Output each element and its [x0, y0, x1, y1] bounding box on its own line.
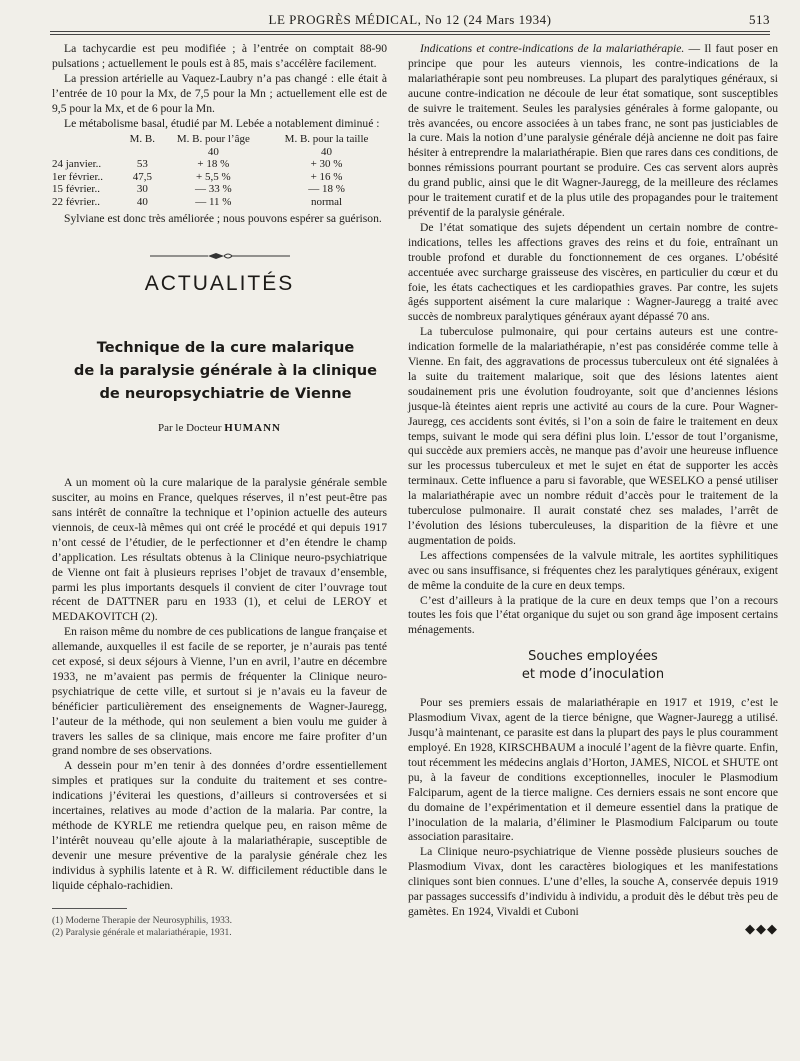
table-cell: 40	[136, 195, 148, 208]
paragraph: C’est d’ailleurs à la pratique de la cure en deux temps que l’on a recours toutes les fois que l’état organique du sujet ou son grand âge imposent certains ménagements.	[408, 593, 778, 637]
table-header-cell: M. B.	[129, 133, 155, 146]
table-cell: — 18 %	[308, 183, 345, 196]
paragraph: A un moment où la cure malarique de la paralysie générale semble susciter, au moins en France, quelques réserves, il n’est peut-être pas sans intérêt de connaître la technique et l’opinion actuelle des auteurs viennois, de ceux-là mêmes qui ont créé le procédé et qui depuis 1917 n’ont cessé de l’étudier, de le perfectionner et d’en étendre le champ d’application. Les résultats obtenus à la Clinique neuro-psychiatrique de Vienne ont fait à plusieurs reprises l’objet de travaux d’ensemble, parmi les plus importants desquels il convient de citer l’ouvrage tout récent de DATTNER paru en 1933 (1), et celui de LEROY et MEDAKOVITCH (2).	[52, 476, 387, 624]
header-rule-double	[50, 34, 770, 35]
page-number: 513	[749, 12, 770, 27]
table-cell: — 11 %	[195, 195, 232, 208]
table-cell: 24 janvier..	[52, 158, 102, 171]
header-sub: 40	[321, 145, 333, 158]
paragraph: La tachycardie est peu modifiée ; à l’entrée on comptait 88-90 pulsations ; actuellement le pouls est à 85, mais s’accélère facilement.	[52, 42, 387, 70]
table-cell: — 33 %	[195, 183, 232, 196]
ornament-divider-icon	[150, 249, 290, 263]
running-header	[50, 10, 770, 32]
article-title-line: de la paralysie générale à la clinique	[73, 362, 378, 380]
left-column	[52, 42, 387, 939]
table-cell: + 16 %	[310, 170, 343, 183]
table-cell: 53	[136, 158, 148, 171]
paragraph: Sylviane est donc très améliorée ; nous pouvons espérer sa guérison.	[64, 212, 382, 226]
table-header-cell	[52, 133, 124, 158]
paragraph: La Clinique neuro-psychiatrique de Vienne possède plusieurs souches de Plasmodium Vivax, dont les caractères biologiques et les manifestations cliniques sont bien connues. L’une d’elles, la souche A, conservée depuis 1919 par passages successifs d’individu à individu, a produit dès le début très peu de gamètes. En 1924, Vivaldi et Cuboni	[408, 845, 778, 918]
table-cell: 1er février..	[52, 170, 103, 183]
header-sub: 40	[207, 145, 219, 158]
table-header-cell	[266, 133, 387, 158]
article-title-line: Technique de la cure malarique	[96, 339, 355, 357]
indications-heading: Indications et contre-indications de la malariathérapie.	[420, 42, 685, 55]
continuation-mark: ◆◆◆	[745, 920, 778, 936]
paragraph: De l’état somatique des sujets dépendent un certain nombre de contre-indications, telles les affections graves des reins et du foie, entraînant un trouble profond et durable du fonctionnement de ces organes. L’obésité accentuée avec surcharge graisseuse des viscères, en particulier du cœur et du foie, les états cachectiques et les cardiopathies graves. Par contre, les sujets âgés supportent aisément la cure malarique : Wagner-Jauregg a traité avec succès de nombreux paralytiques généraux ayant dépassé 70 ans.	[408, 220, 778, 324]
author-name: HUMANN	[224, 422, 281, 435]
paragraph: Le métabolisme basal, étudié par M. Lebée a notablement diminué :	[64, 116, 380, 130]
table-cell: + 30 %	[310, 158, 343, 171]
table-row	[52, 158, 387, 171]
footnote-rule	[52, 908, 127, 909]
footnote: (1) Moderne Therapie der Neurosyphilis, 1933.	[52, 915, 233, 926]
table-cell: + 5,5 %	[196, 170, 231, 183]
table-cell: 47,5	[132, 170, 152, 183]
subsection-heading-line: Souches employées	[528, 649, 658, 665]
table-cell: normal	[310, 195, 343, 208]
table-cell: + 18 %	[197, 158, 230, 171]
table-cell: 15 février..	[52, 183, 100, 196]
footnote: (2) Paralysie générale et malariathérapie, 1931.	[52, 927, 232, 938]
table-cell: 30	[136, 183, 148, 196]
paragraph: La tuberculose pulmonaire, qui pour certains auteurs est une contre-indication formelle de la malariathérapie, n’est pas considérée comme telle à Vienne. En fait, des aggravations de processus tuberculeux ont été signalées à la suite du traitement malarique, soit que des lésions latentes aient soudainement pris une évolution foudroyante, soit que d’anciennes lésions jusque-là éteintes aient repris une activité au cours de la cure. Pour Wagner-Jauregg, ces accidents sont évités, si l’on a soin de faire le traitement en deux temps, suivant le mode qui sera défini plus loin. L’essor de tout l’organisme, qui succède aux premiers accès, ne manque pas d’avoir une heureuse influence sur les processus tuberculeux et met le sujet en état de supporter les accès terminaux. Cette influence a paru si favorable, que WESELKO a pensé utiliser la malariathérapie avec un nombre réduit d’accès pour le traitement de la tuberculose pulmonaire. Il aurait constaté chez ses malades, l’arrêt de l’évolution des lésions tuberculeuses, la disparition de la fièvre et une augmentation de poids.	[408, 325, 778, 547]
section-heading: ACTUALITÉS	[144, 272, 295, 296]
table-row	[52, 183, 387, 196]
metabolism-table	[52, 133, 387, 208]
table-row	[52, 196, 387, 209]
paragraph: Pour ses premiers essais de malariathérapie en 1917 et 1919, c’est le Plasmodium Vivax, agent de la tierce bénigne, que Wagner-Jauregg a utilisé. Jusqu’à maintenant, ce parasite est dans la plupart des pays le plus couramment employé. En 1928, KIRSCHBAUM a inoculé l’agent de la fièvre quarte. Enfin, tout récemment les médecins anglais d’Horton, JAMES, NICOL et SHUTE ont pu, à la faveur de conditions exceptionnelles, inoculer le Plasmodium Falciparum, agent de la tierce maligne. Ces derniers essais ne sont encore que du domaine de l’expérimentation et il demeure essentiel dans la pratique de l’inoculation de la malaria, d’éliminer le Plasmodium Falciparum ou toute association parasitaire.	[408, 696, 778, 844]
article-title-line: de neuropsychiatrie de Vienne	[99, 385, 352, 403]
table-header-cell	[161, 133, 266, 158]
paragraph-text: — Il faut poser en principe que pour les auteurs viennois, les contre-indications de la malariathérapie sont peu nombreuses. La plupart des paralytiques généraux, si aucune contre-indication ne découle de leur état somatique, sont susceptibles de suivre le traitement. Seules les paralysies générales à forme galopante, ou très avancées, ou encore associées à un tabes franc, ne sont pas justiciables de la cure. Mais la notion d’une paralysie générale déjà ancienne ne doit pas faire hésiter à entreprendre la malariathérapie. Bien que rares dans ces conditions, de bonnes rémissions pourrant pourtant se produire. Ces cas servent alors auprès du grand public, ainsi que le dit Wagner-Jauregg, de la meilleure des réclames pour le traitement curatif et de la plus utile des propagandes pour le traitement préventif de la paralysie générale.	[408, 42, 778, 219]
table-header-row	[52, 133, 387, 158]
paragraph: La pression artérielle au Vaquez-Laubry n’a pas changé : elle était à l’entrée de 10 pour la Mx, de 7,5 pour la Mn ; actuellement elle est de 9,5 pour la Mx, et de 6 pour la Mn.	[52, 71, 387, 115]
paragraph: En raison même du nombre de ces publications de langue française et allemande, auxquelles il est facile de se reporter, je n’aurais pas tenté cet exposé, si deux séjours à Vienne, l’un en avril, l’autre en décembre 1933, ne m’avaient pas permis de fréquenter la Clinique neuro-psychiatrique de cette ville, et surtout si je n’avais eu la faveur de bénéficier particulièrement des enseignements de Wagner-Jauregg, l’auteur de la méthode, qui non seulement a bien voulu me guider à travers les salles de sa clinique, mais encore me faire profiter d’un grand nombre de ses observations.	[52, 625, 387, 758]
byline	[52, 421, 387, 436]
table-cell: 22 février..	[52, 195, 100, 208]
paragraph: A dessein pour m’en tenir à des données d’ordre essentiellement simples et pratiques sur la conduite du traitement et ses contre-indications j’éviterai les questions, d’ailleurs si controversées et si incertaines, relatives au mode d’action de la malaria. Par contre, la méthode de KYRLE me retiendra quelque peu, en raison même de l’intérêt nouveau qu’elle ajoute à la malariathérapie, susceptible de devenir une mesure préventive de la paralysie générale chez les individus à syphilis latente et à R. W. difficilement réductible dans le liquide céphalo-rachidien.	[52, 759, 387, 892]
journal-title: LE PROGRÈS MÉDICAL, No 12 (24 Mars 1934)	[268, 12, 552, 27]
subsection-heading-line: et mode d’inoculation	[521, 667, 665, 683]
header-rule	[50, 31, 770, 32]
header-label: M. B. pour l’âge	[176, 133, 250, 146]
table-row	[52, 171, 387, 184]
right-column	[408, 42, 778, 937]
subsection-heading	[408, 648, 778, 684]
paragraph: Les affections compensées de la valvule mitrale, les aortites syphilitiques avec ou sans insuffisance, si fréquentes chez les paralytiques généraux, exigent de même la conduite de la cure en deux temps.	[408, 548, 778, 592]
paragraph	[408, 42, 778, 221]
byline-prefix: Par le Docteur	[158, 422, 222, 435]
header-label: M. B. pour la taille	[284, 133, 369, 146]
